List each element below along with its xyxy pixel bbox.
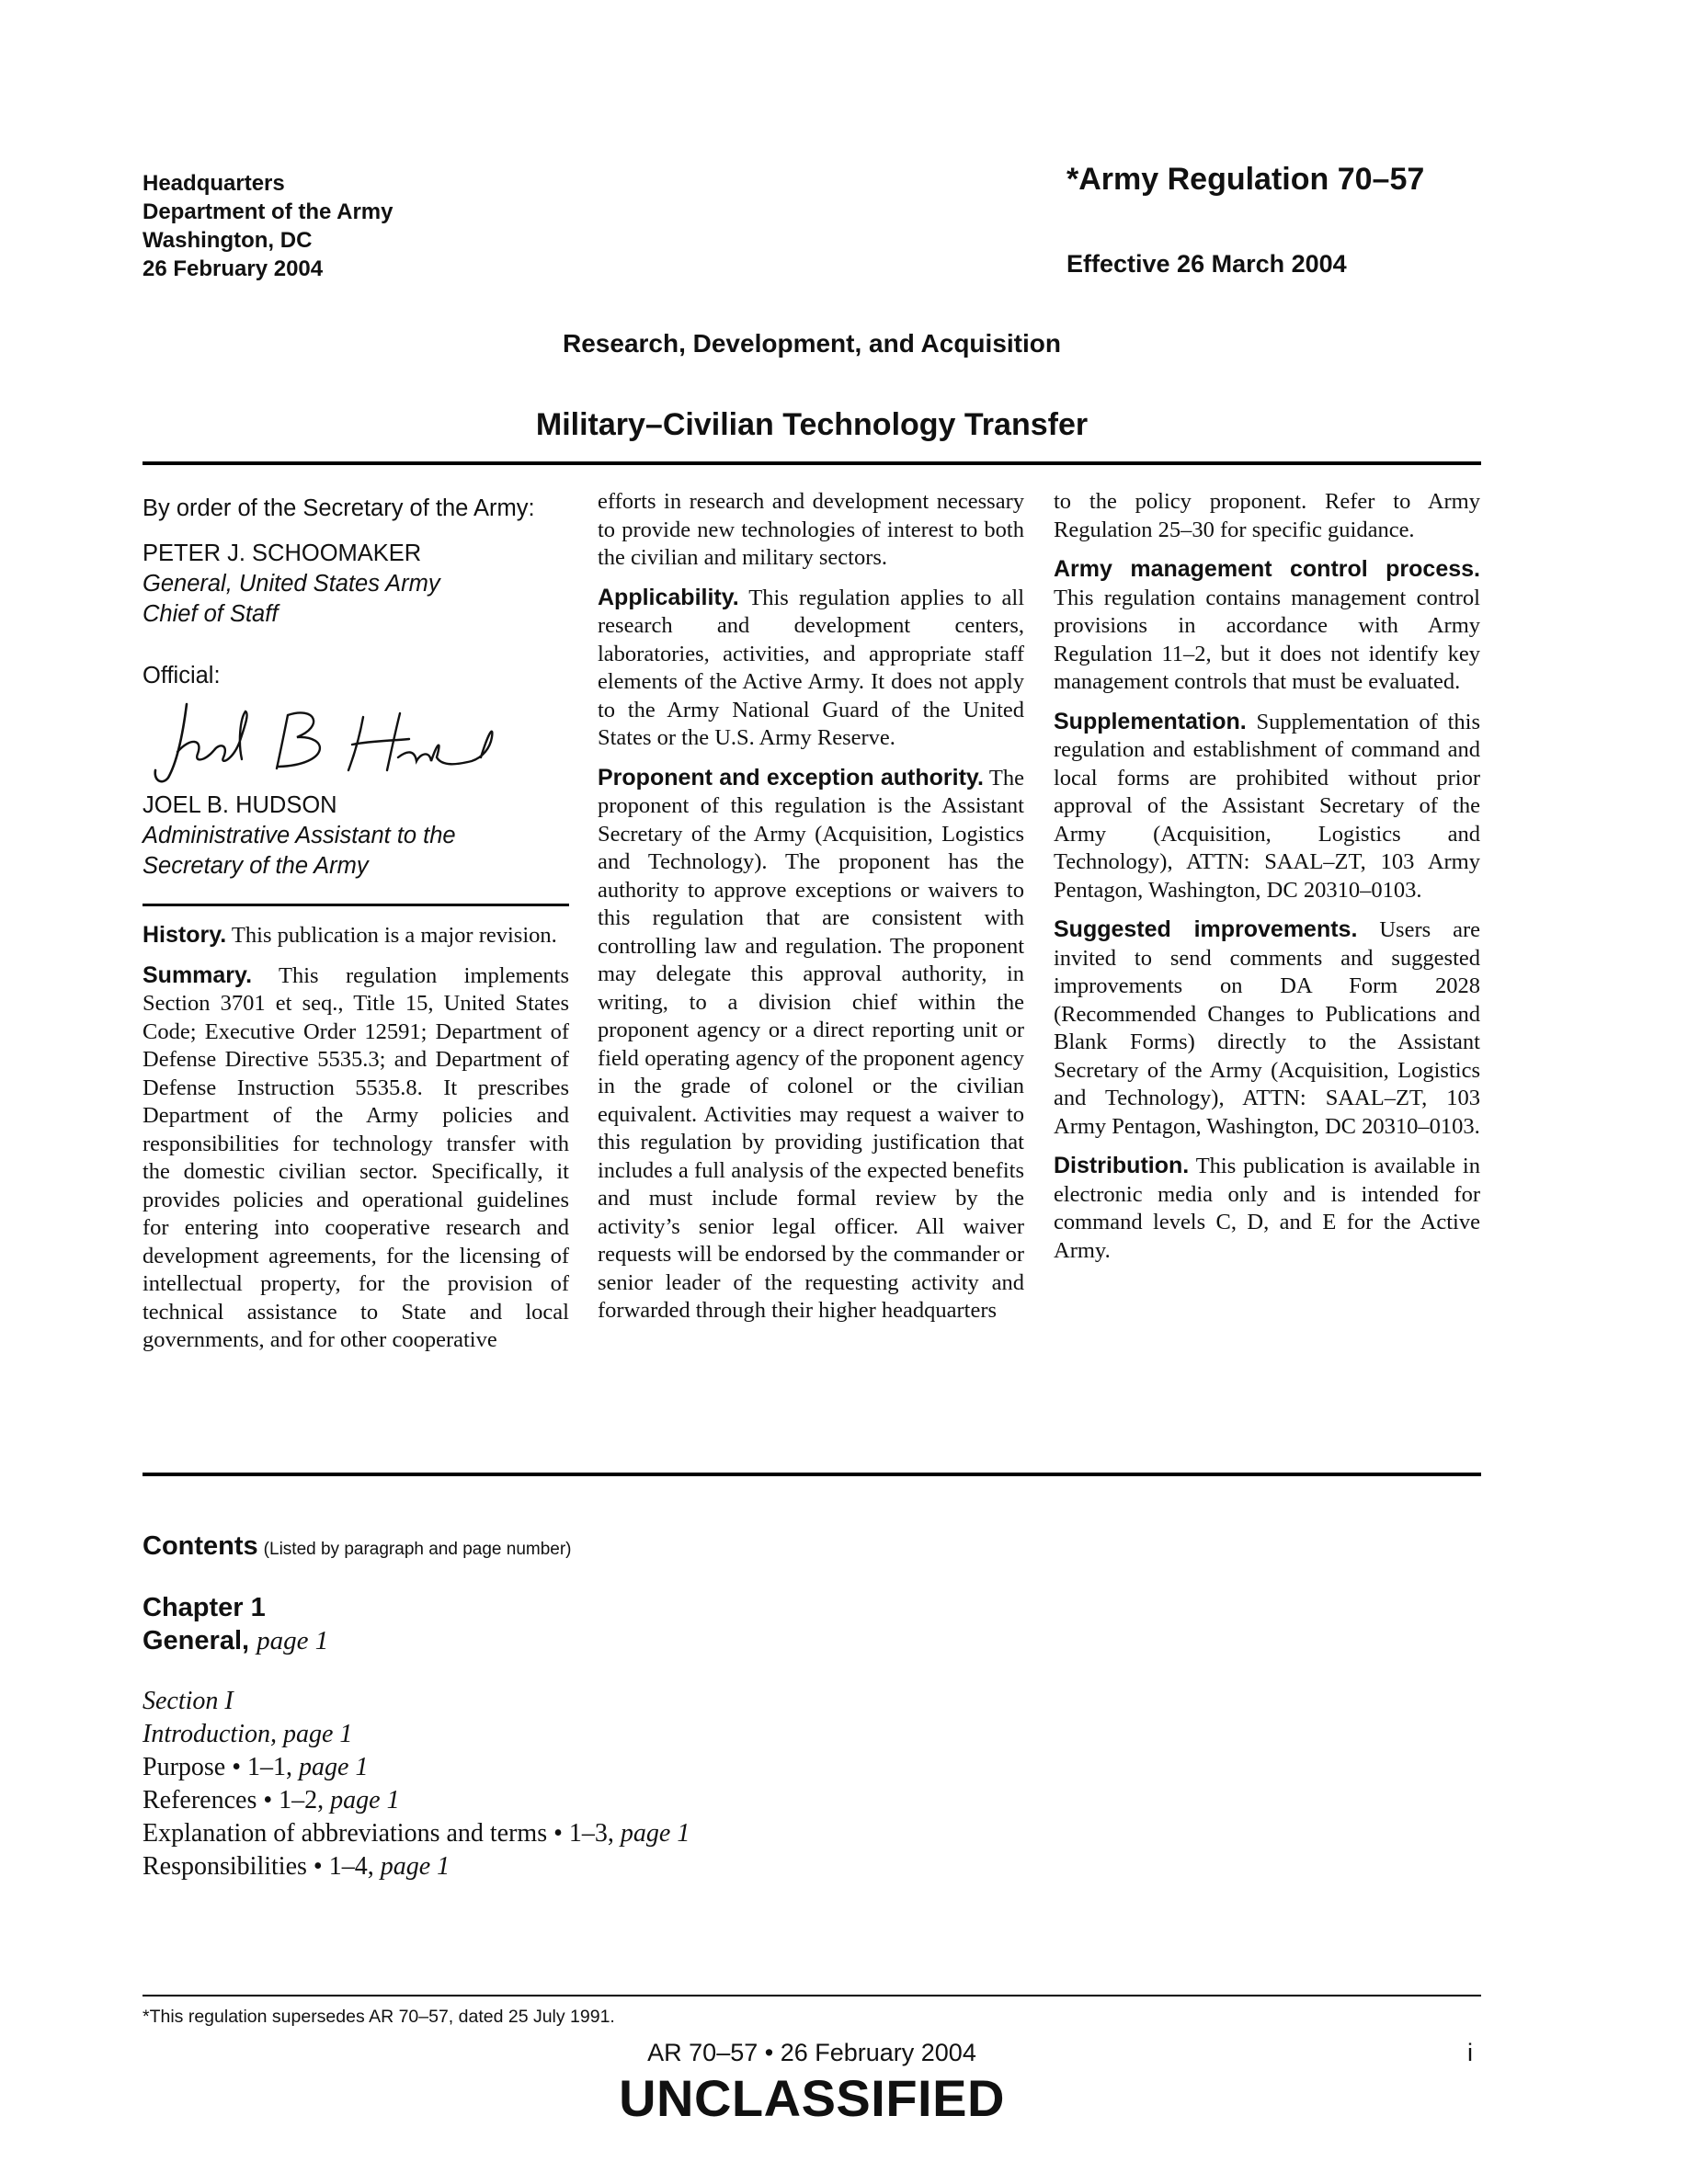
column-middle — [598, 488, 1024, 1325]
management-paragraph — [1054, 555, 1480, 697]
footer-document-id: AR 70–57 • 26 February 2004 — [647, 2039, 976, 2066]
toc-entry-title: Responsibilities • 1–4, — [143, 1852, 374, 1881]
supplementation-heading: Supplementation. — [1054, 708, 1247, 734]
improvements-paragraph — [1054, 916, 1480, 1141]
by-order-line: By order of the Secretary of the Army: — [143, 495, 535, 521]
chapter-page-link[interactable]: page 1 — [257, 1626, 329, 1655]
toc-entry-page: page 1 — [299, 1753, 369, 1781]
column-left — [143, 493, 569, 1355]
chapter-title: General, — [143, 1626, 250, 1655]
effective-date: Effective 26 March 2004 — [1066, 250, 1347, 278]
classification-marking: UNCLASSIFIED — [619, 2069, 1005, 2127]
history-heading: History. — [143, 922, 227, 948]
toc-entry-title: Explanation of abbreviations and terms • 1–3, — [143, 1819, 614, 1848]
hq-line: Headquarters — [143, 171, 285, 196]
chief-name: PETER J. SCHOOMAKER — [143, 540, 422, 566]
toc-entry[interactable] — [143, 1784, 690, 1817]
hq-line: Department of the Army — [143, 199, 393, 224]
regulation-number: *Army Regulation 70–57 — [1066, 162, 1425, 197]
hq-line: Washington, DC — [143, 228, 313, 253]
toc-entry[interactable] — [143, 1751, 690, 1784]
proponent-paragraph: Proponent and exception authority. The proponent of this regulation is the Assistant Secretary of the Army (Acquisition, Logistics and Technology). The proponent has the authority to approve exceptions or waivers to this regulation that are consistent with controlling law and regulation. The proponent may delegate this approval authority, in writing, to a division chief within the proponent agency or a direct reporting unit or field operating agency of the proponent agency in the grade of colonel or the civilian equivalent. Activities may request a waiver to this regulation by providing justification that includes a full analysis of the expected benefits and must include formal review by the activity’s senior legal officer. All waiver requests will be endorsed by the commander or senior leader of the requesting activity and forwarded through their higher headquarters — [598, 764, 1024, 1323]
contents-header — [143, 1531, 572, 1562]
title-divider — [143, 461, 1481, 465]
chief-of-staff-block — [143, 539, 569, 882]
summary-paragraph: Summary. This regulation implements Section 3701 et seq., Title 15, United States Code; Executive Order 12591; Department of Defense Directive 5535.3; and Department of Defense Instruction 5535.8. It prescribes Department of the Army policies and responsibilities for technology transfer with the domestic civilian sector. Specifically, it provides policies and operational guidelines for entering into cooperative research and development agreements, for the licensing of intellectual property, for the provision of technical assistance to State and local governments, and for other cooperative — [143, 961, 569, 1352]
chapter-entry — [143, 1591, 328, 1657]
chief-title: General, United States Army — [143, 571, 440, 597]
document-title: Military–Civilian Technology Transfer — [535, 407, 1089, 442]
toc-entry[interactable] — [143, 1817, 690, 1850]
applicability-text: This regulation applies to all research and development centers, laboratories, activities, and appropriate staff elements of the Active Army. It does not apply to the Army National Guard of the United States or the U.S. Army Reserve. — [598, 585, 1025, 750]
handwritten-signature — [150, 697, 499, 789]
improvements-heading: Suggested improvements. — [1054, 916, 1358, 942]
history-text: This publication is a major revision. — [231, 923, 557, 948]
improvements-text: Users are invited to send comments and suggested improvements on DA Form 2028 (Recommended Changes to Publications and Blank Forms) directly to the Assistant Secretary of the Army (Acquisition, Logistics and Technology), ATTN: SAAL–ZT, 103 Army Pentagon, Washington, DC 20310–0103. — [1054, 917, 1481, 1139]
toc-entry[interactable] — [143, 1850, 690, 1883]
contents-heading: Contents — [143, 1531, 258, 1561]
supplementation-text: Supplementation of this regulation and establishment of command and local forms are prohibited without prior approval of the Assistant Secretary of the Army (Acquisition, Logistics and Technology), ATTN: SAAL–ZT, 103 Army Pentagon, Washington, DC 20310–0103. — [1054, 709, 1481, 903]
history-paragraph — [143, 921, 569, 950]
admin-title: Administrative Assistant to the — [143, 823, 456, 848]
supplementation-paragraph — [1054, 708, 1480, 905]
official-label: Official: — [143, 663, 221, 688]
table-of-contents — [143, 1685, 690, 1883]
admin-title: Secretary of the Army — [143, 853, 369, 879]
toc-entry-page: page 1 — [380, 1852, 451, 1881]
subject-heading: Research, Development, and Acquisition — [563, 329, 1061, 358]
proponent-continued: to the policy proponent. Refer to Army Regulation 25–30 for specific guidance. — [1054, 489, 1480, 542]
headquarters-block — [143, 169, 393, 283]
distribution-heading: Distribution. — [1054, 1153, 1190, 1178]
column-right — [1054, 488, 1480, 1276]
hq-date: 26 February 2004 — [143, 256, 324, 281]
proponent-heading: Proponent and exception authority. — [598, 764, 984, 791]
distribution-text: This publication is available in electronic media only and is intended for command levels C, D, and E for the Active Army. — [1054, 1154, 1480, 1263]
admin-name: JOEL B. HUDSON — [143, 792, 337, 818]
contents-note: (Listed by paragraph and page number) — [263, 1540, 572, 1559]
chief-title: Chief of Staff — [143, 601, 279, 627]
page-number: i — [1467, 2039, 1473, 2066]
section-title[interactable]: Introduction, page 1 — [143, 1720, 353, 1748]
signature-divider — [143, 904, 569, 906]
applicability-heading: Applicability. — [598, 584, 739, 610]
contents-divider — [143, 1473, 1481, 1476]
management-heading: Army management control process. — [1054, 556, 1480, 582]
toc-entry-title: Purpose • 1–1, — [143, 1753, 293, 1781]
summary-heading: Summary. — [143, 961, 253, 988]
applicability-paragraph — [598, 584, 1024, 753]
footnote: *This regulation supersedes AR 70–57, dated 25 July 1991. — [143, 2007, 615, 2027]
toc-entry-page: page 1 — [620, 1819, 690, 1848]
summary-continued: efforts in research and development necessary to provide new technologies of interest to both the civilian and military sectors. — [598, 489, 1024, 570]
footnote-divider — [143, 1995, 1481, 1996]
management-text: This regulation contains management control provisions in accordance with Army Regulation 11–2, but it does not identify key management controls that must be evaluated. — [1054, 585, 1480, 694]
section-label: Section I — [143, 1687, 234, 1715]
distribution-paragraph — [1054, 1152, 1480, 1265]
toc-entry-title: References • 1–2, — [143, 1786, 325, 1814]
chapter-label: Chapter 1 — [143, 1593, 266, 1622]
toc-entry-page: page 1 — [330, 1786, 400, 1814]
